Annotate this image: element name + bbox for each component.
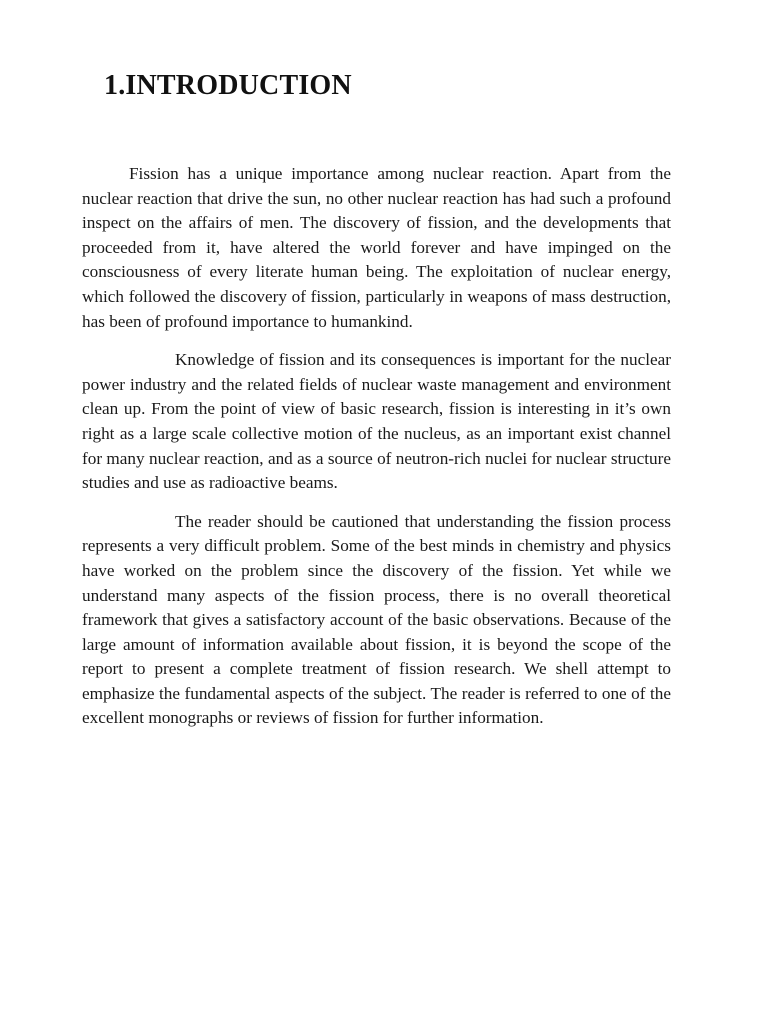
paragraph-3: The reader should be cautioned that understanding the fission process represents a very difficult problem. Some of the best minds in chemistry and physics have worked on the problem since the discovery of the fission. Yet while we understand many aspects of the fission process, there is no overall theoretical framework that gives a satisfactory account of the basic observations. Because of the large amount of information available about fission, it is beyond the scope of the report to present a complete treatment of fission research. We shell attempt to emphasize the fundamental aspects of the subject. The reader is referred to one of the excellent monographs or reviews of fission for further information. <box>82 511 671 728</box>
paragraph-2: Knowledge of fission and its consequences is important for the nuclear power industry and the related fields of nuclear waste management and environment clean up. From the point of view of basic research, fission is interesting in it’s own right as a large scale collective motion of the nucleus, as an important exist channel for many nuclear reaction, and as a source of neutron-rich nuclei for nuclear structure studies and use as radioactive beams. <box>82 350 671 493</box>
paragraph-1: Fission has a unique importance among nuclear reaction. Apart from the nuclear reaction that drive the sun, no other nuclear reaction has had such a profound inspect on the affairs of men. The discovery of fission, and the developments that proceeded from it, have altered the world forever and have impinged on the consciousness of every literate human being. The exploitation of nuclear energy, which followed the discovery of fission, particularly in weapons of mass destruction, has been of profound importance to humankind. <box>82 164 671 331</box>
section-heading: 1.INTRODUCTION <box>104 70 352 101</box>
body-text <box>82 162 671 745</box>
